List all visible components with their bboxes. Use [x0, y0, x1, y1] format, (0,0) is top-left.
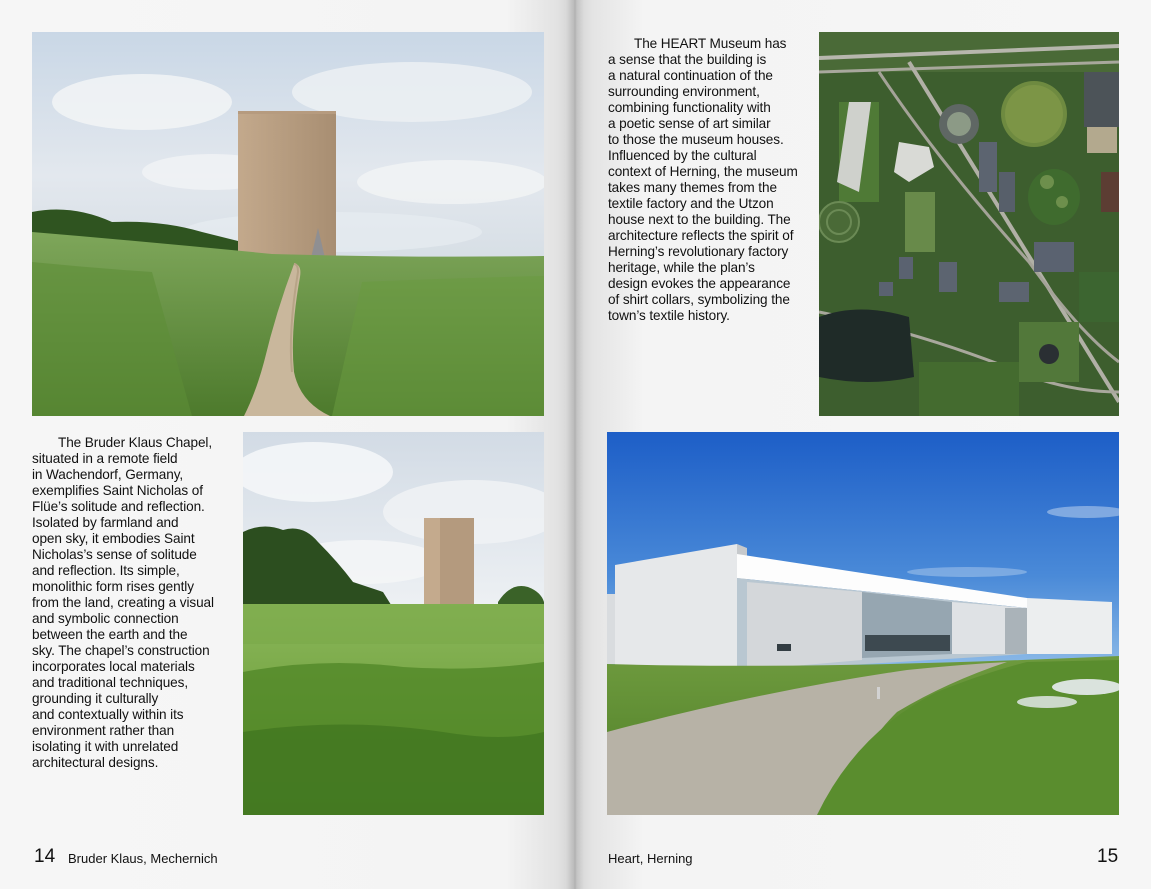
- text-line: architecture reflects the spirit of: [608, 228, 794, 243]
- text-line: and traditional techniques,: [32, 675, 189, 690]
- text-line: context of Herning, the museum: [608, 164, 798, 179]
- right-page-number: 15: [1097, 846, 1119, 867]
- text-line: situated in a remote field: [32, 451, 178, 466]
- text-line: open sky, it embodies Saint: [32, 531, 195, 546]
- text-line: surrounding environment,: [608, 84, 760, 99]
- text-line: in Wachendorf, Germany,: [32, 467, 184, 482]
- photo-chapel-field: [243, 432, 544, 815]
- text-line: takes many themes from the: [608, 180, 777, 195]
- photo-heart-museum: [607, 432, 1119, 815]
- heart-museum-body-text: [608, 36, 798, 324]
- bruder-klaus-body-text: [32, 435, 214, 771]
- text-line: Flüe’s solitude and reflection.: [32, 499, 205, 514]
- photo-chapel-path: [32, 32, 544, 416]
- text-line: between the earth and the: [32, 627, 188, 642]
- text-line: monolithic form rises gently: [32, 579, 194, 594]
- text-line: heritage, while the plan’s: [608, 260, 755, 275]
- photo-aerial-herning: [819, 32, 1119, 416]
- text-line: sky. The chapel’s construction: [32, 643, 210, 658]
- text-line: exemplifies Saint Nicholas of: [32, 483, 203, 498]
- text-line: a poetic sense of art similar: [608, 116, 771, 131]
- text-line: and symbolic connection: [32, 611, 179, 626]
- text-line: Influenced by the cultural: [608, 148, 757, 163]
- text-line: isolating it with unrelated: [32, 739, 179, 754]
- text-line: to those the museum houses.: [608, 132, 784, 147]
- text-line: a natural continuation of the: [608, 68, 773, 83]
- text-line: The HEART Museum has: [634, 36, 787, 51]
- text-line: combining functionality with: [608, 100, 771, 115]
- text-line: town’s textile history.: [608, 308, 730, 323]
- text-line: a sense that the building is: [608, 52, 767, 67]
- text-line: environment rather than: [32, 723, 175, 738]
- text-line: from the land, creating a visual: [32, 595, 214, 610]
- text-line: textile factory and the Utzon: [608, 196, 774, 211]
- text-line: of shirt collars, symbolizing the: [608, 292, 790, 307]
- text-line: design evokes the appearance: [608, 276, 791, 291]
- left-footer-label: Bruder Klaus, Mechernich: [68, 851, 218, 866]
- text-line: incorporates local materials: [32, 659, 195, 674]
- right-footer-label: Heart, Herning: [608, 851, 693, 866]
- text-line: Nicholas’s sense of solitude: [32, 547, 197, 562]
- text-line: architectural designs.: [32, 755, 159, 770]
- text-line: The Bruder Klaus Chapel,: [58, 435, 213, 450]
- text-line: Herning’s revolutionary factory: [608, 244, 789, 259]
- left-page-number: 14: [34, 846, 56, 867]
- text-line: house next to the building. The: [608, 212, 791, 227]
- text-line: grounding it culturally: [32, 691, 159, 706]
- text-line: and contextually within its: [32, 707, 184, 722]
- text-line: and reflection. Its simple,: [32, 563, 180, 578]
- text-line: Isolated by farmland and: [32, 515, 179, 530]
- book-gutter: [566, 0, 584, 889]
